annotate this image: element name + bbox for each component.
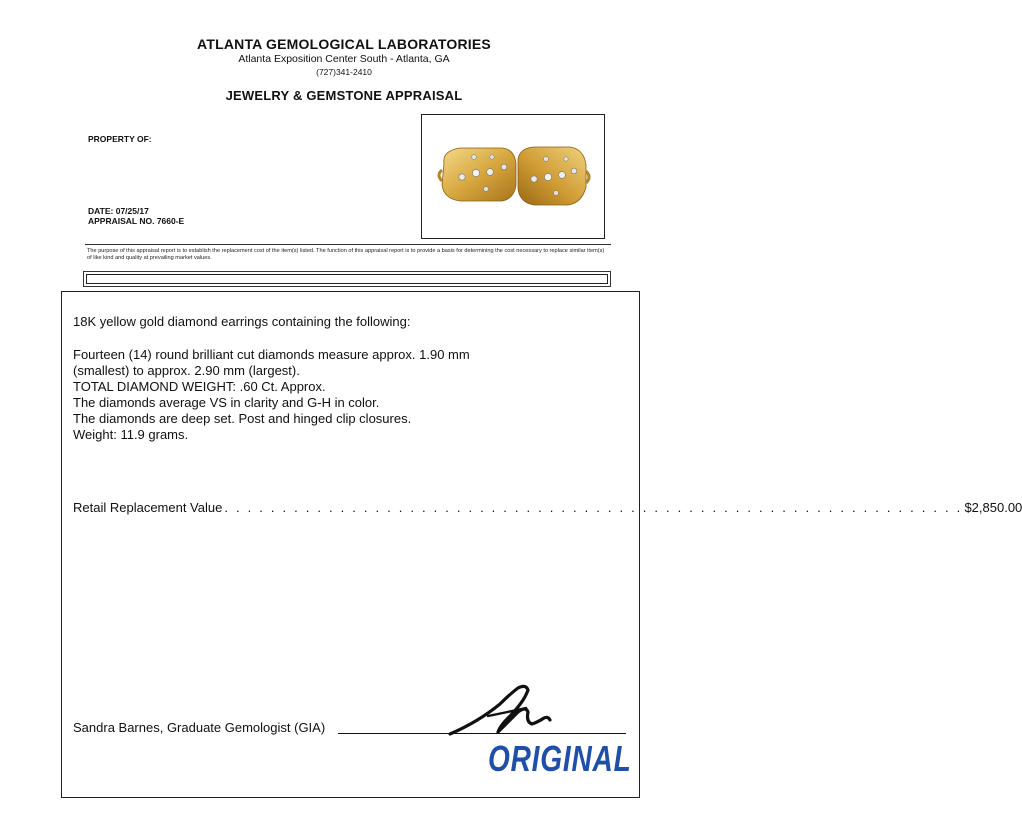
appraisal-number-label: APPRAISAL NO. — [88, 216, 155, 226]
lab-name: ATLANTA GEMOLOGICAL LABORATORIES — [197, 36, 491, 52]
double-rule-box — [83, 271, 611, 287]
date-value: 07/25/17 — [115, 206, 149, 216]
appraiser-name: Sandra Barnes, Graduate Gemologist (GIA) — [73, 720, 326, 735]
leader-dots: . . . . . . . . . . . . . . . . . . . . . . . . . . . . . . . . . . . . . . . . . . . . . . . . . . . . . . . . . . . . . . . . — [224, 500, 963, 515]
purpose-statement: The purpose of this appraisal report is to establish the replacement cost of the item(s) listed. The function of this appraisal report is to provide a basis for determining the cost necessary to replace similar item(s) of like kind and quality at prevailing market values. — [87, 248, 605, 261]
original-stamp: ORIGINAL — [488, 738, 632, 779]
item-photo-frame — [421, 114, 605, 239]
property-of-label: PROPERTY OF: — [88, 134, 152, 144]
description-line: The diamonds average VS in clarity and G-H in color. — [73, 395, 380, 410]
lab-address: Atlanta Exposition Center South - Atlanta, GA — [238, 53, 450, 65]
earrings-photo — [422, 115, 604, 238]
replacement-value-amount: $2,850.00 — [964, 500, 1022, 515]
lab-phone: (727)341-2410 — [316, 67, 372, 77]
double-rule-inner — [86, 274, 608, 284]
purpose-divider — [85, 244, 611, 245]
description-line: Weight: 11.9 grams. — [73, 427, 189, 442]
document-title: JEWELRY & GEMSTONE APPRAISAL — [225, 88, 463, 103]
description-line: TOTAL DIAMOND WEIGHT: .60 Ct. Approx. — [73, 379, 326, 394]
right-earring — [518, 147, 589, 205]
date-label: DATE: — [88, 206, 114, 216]
description-line: Fourteen (14) round brilliant cut diamonds measure approx. 1.90 mm — [73, 347, 470, 362]
item-intro: 18K yellow gold diamond earrings containing the following: — [73, 314, 411, 329]
appraisal-number-row — [88, 216, 184, 226]
replacement-value-label: Retail Replacement Value — [73, 500, 223, 515]
handwritten-signature — [448, 682, 558, 742]
description-line: (smallest) to approx. 2.90 mm (largest). — [73, 363, 300, 378]
left-earring — [439, 148, 516, 201]
replacement-value-row — [73, 500, 1022, 515]
date-row — [88, 206, 149, 216]
appraisal-number-value: 7660-E — [156, 216, 185, 226]
description-line: The diamonds are deep set. Post and hinged clip closures. — [73, 411, 412, 426]
item-description — [73, 347, 470, 443]
